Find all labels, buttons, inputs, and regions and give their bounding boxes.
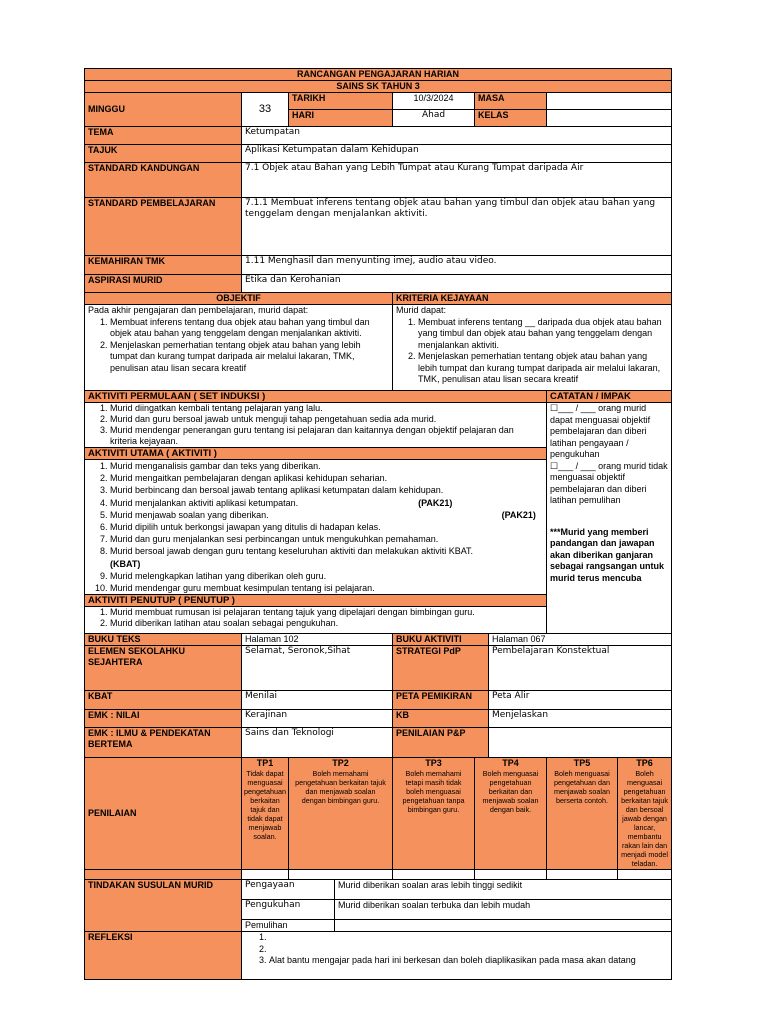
kemahiran-tmk-value: 1.11 Menghasil dan menyunting imej, audio atau video.: [242, 256, 672, 275]
emk-nilai-label: EMK : NILAI: [85, 710, 242, 728]
tp3-cell: [393, 758, 475, 870]
refleksi-label: REFLEKSI: [85, 932, 242, 980]
elemen-sekolahku-label: ELEMEN SEKOLAHKU SEJAHTERA: [85, 646, 242, 691]
penutup-item: 2. Murid diberikan latihan atau soalan sebagai pengukuhan.: [110, 618, 543, 629]
buku-aktiviti-label: BUKU AKTIVITI: [393, 634, 489, 646]
pemulihan-desc: [335, 920, 672, 932]
kriteria-content: [393, 305, 672, 391]
tp4-heading: TP4: [502, 758, 519, 769]
emk-ilmu-label: EMK : ILMU & PENDEKATAN BERTEMA: [85, 728, 242, 758]
peta-pemikiran-label: PETA PEMIKIRAN: [393, 691, 489, 710]
aspirasi-murid-value: Etika dan Kerohanian: [242, 275, 672, 293]
utama-item: [110, 497, 543, 509]
strategi-pdp-value: Pembelajaran Konstektual: [489, 646, 672, 691]
tp2-check[interactable]: [289, 870, 393, 880]
penilaian-label: PENILAIAN: [85, 758, 242, 870]
kelas-label: KELAS: [475, 110, 547, 127]
kbat-value: Menilai: [242, 691, 393, 710]
utama-item: 1. Murid menganalisis gambar dan teks yang diberikan.: [110, 460, 543, 472]
strategi-pdp-label: STRATEGI PdP: [393, 646, 489, 691]
objektif-label: OBJEKTIF: [85, 293, 393, 305]
kb-value: Menjelaskan: [489, 710, 672, 728]
utama-item-text: Murid menjalankan aktiviti aplikasi ketumpatan.: [110, 497, 299, 508]
buku-teks-value: Halaman 102: [242, 634, 393, 646]
objektif-intro: Pada akhir pengajaran dan pembelajaran, murid dapat:: [88, 305, 309, 315]
tajuk-label: TAJUK: [85, 145, 242, 163]
tp2-heading: TP2: [332, 758, 349, 769]
aspirasi-murid-label: ASPIRASI MURID: [85, 275, 242, 293]
aktiviti-penutup-label: AKTIVITI PENUTUP ( PENUTUP ): [85, 594, 546, 607]
tp1-heading: TP1: [256, 758, 274, 769]
catatan-p2: ☐___ / ___ orang murid tidak menguasai objektif pembelajaran dan diberi latihan pemulihan: [550, 460, 668, 505]
tp2-cell: [289, 758, 393, 870]
refleksi-content: [242, 932, 672, 980]
utama-item: 6. Murid dipilih untuk berkongsi jawapan yang ditulis di hadapan kelas.: [110, 521, 543, 533]
refleksi-item: [269, 932, 668, 944]
minggu-label: MINGGU: [85, 93, 242, 127]
buku-aktiviti-value: Halaman 067: [489, 634, 672, 646]
tp6-heading: TP6: [636, 758, 653, 769]
refleksi-item: [269, 944, 668, 956]
pengayaan-desc: Murid diberikan soalan aras lebih tinggi sedikit: [335, 880, 672, 900]
tp3-description: Boleh memahami tetapi masih tidak boleh menguasai pengetahuan tanpa bimbingan guru.: [402, 769, 465, 815]
emk-ilmu-value: Sains dan Teknologi: [242, 728, 393, 758]
tema-label: TEMA: [85, 127, 242, 145]
catatan-label: CATATAN / IMPAK: [547, 391, 671, 403]
tp5-check[interactable]: [547, 870, 618, 880]
aktiviti-permulaan-label: AKTIVITI PERMULAAN ( SET INDUKSI ): [85, 391, 546, 403]
tarikh-value: 10/3/2024: [393, 93, 475, 110]
elemen-sekolahku-value: Selamat, Seronok,Sihat: [242, 646, 393, 691]
rph-subtitle: SAINS SK TAHUN 3: [85, 81, 672, 93]
tp5-description: Boleh menguasai pengetahuan dan menjawab soalan berserta contoh.: [554, 769, 610, 806]
rph-table: [84, 68, 672, 980]
tarikh-label: TARIKH: [289, 93, 393, 110]
objektif-item: 2. Menjelaskan pemerhatian tentang objek atau bahan yang lebih tumpat dan kurang tumpat daripada air melalui lakaran, TMK, penulisan atau lisan secara kreatif: [110, 340, 389, 375]
utama-item: 9. Murid melengkapkan latihan yang diberikan oleh guru.: [110, 570, 543, 582]
hari-label: HARI: [289, 110, 393, 127]
tp5-heading: TP5: [573, 758, 591, 769]
permulaan-item: 1. Murid diingatkan kembali tentang pelajaran yang lalu.: [110, 403, 543, 414]
pengayaan-label: Pengayaan: [242, 880, 335, 900]
standard-pembelajaran-label: STANDARD PEMBELAJARAN: [85, 198, 242, 256]
catatan-p1: ☐___ / ___ orang murid dapat menguasai objektif pembelajaran dan diberi latihan pengayaan / pengukuhan: [550, 403, 651, 459]
utama-item: 3. Murid berbincang dan bersoal jawab tentang aplikasi ketumpatan dalam kehidupan.: [110, 484, 543, 496]
utama-item: 2. Murid mengaitkan pembelajaran dengan aplikasi kehidupan seharian.: [110, 472, 543, 484]
kbat-tag: (KBAT): [110, 558, 141, 569]
peta-pemikiran-value: Peta Alir: [489, 691, 672, 710]
buku-teks-label: BUKU TEKS: [85, 634, 242, 646]
objektif-item: 1. Membuat inferens tentang dua objek atau bahan yang timbul dan objek atau bahan yang tenggelam dengan menjalankan aktiviti.: [110, 317, 389, 340]
tp4-check[interactable]: [475, 870, 547, 880]
hari-value: Ahad: [393, 110, 475, 127]
tp2-description: Boleh memahami pengetahuan berkaitan tajuk dan menjawab soalan dengan bimbingan guru.: [295, 769, 386, 806]
standard-pembelajaran-value: 7.1.1 Membuat inferens tentang objek atau bahan yang timbul dan objek atau bahan yang tenggelam dengan menjalankan aktiviti.: [242, 198, 672, 256]
catatan-section: [547, 391, 672, 634]
aktiviti-utama-label: AKTIVITI UTAMA ( AKTIVITI ): [85, 447, 546, 460]
kb-label: KB: [393, 710, 489, 728]
tajuk-value: Aplikasi Ketumpatan dalam Kehidupan: [242, 145, 672, 163]
kelas-value: [547, 110, 672, 127]
tp6-cell: [618, 758, 672, 870]
aktiviti-section: [85, 391, 547, 634]
tp4-description: Boleh menguasai pengetahuan berkaitan dan menjawab soalan dengan baik.: [482, 769, 539, 815]
masa-label: MASA: [475, 93, 547, 110]
kbat-label: KBAT: [85, 691, 242, 710]
tp1-description: Tidak dapat menguasai pengetahuan berkaitan tajuk dan tidak dapat menjawab soalan.: [244, 769, 286, 842]
kriteria-item: 1. Membuat inferens tentang __ daripada dua objek atau bahan yang timbul dan objek atau bahan yang tenggelam dengan menjalankan aktiviti.: [418, 317, 668, 352]
tp4-cell: [475, 758, 547, 870]
tp1-check[interactable]: [242, 870, 289, 880]
pemulihan-label: Pemulihan: [242, 920, 335, 932]
standard-kandungan-value: 7.1 Objek atau Bahan yang Lebih Tumpat atau Kurang Tumpat daripada Air: [242, 163, 672, 198]
utama-item: [110, 545, 543, 569]
tema-value: Ketumpatan: [242, 127, 672, 145]
pak21-tag: (PAK21): [501, 509, 536, 520]
tp6-description: Boleh menguasai pengetahuan berkaitan tajuk dan bersoal jawab dengan lancar, membantu rakan lain dan menjadi model teladan.: [621, 769, 668, 869]
penilaian-pp-label: PENILAIAN P&P: [393, 728, 489, 758]
spacer-label: [85, 870, 242, 880]
tp3-check[interactable]: [393, 870, 475, 880]
kriteria-item: 2. Menjelaskan pemerhatian tentang objek atau bahan yang lebih tumpat dan kurang tumpat daripada air melalui lakaran, TMK, penulisan atau lisan secara kreatif: [418, 351, 668, 386]
penutup-item: 1. Murid membuat rumusan isi pelajaran tentang tajuk yang dipelajari dengan bimbingan guru.: [110, 607, 543, 618]
utama-item-text: Murid menjawab soalan yang diberikan.: [110, 509, 269, 520]
pak21-tag: (PAK21): [418, 497, 453, 508]
kriteria-intro: Murid dapat:: [396, 305, 447, 315]
utama-item: [110, 509, 543, 521]
standard-kandungan-label: STANDARD KANDUNGAN: [85, 163, 242, 198]
tp5-cell: [547, 758, 618, 870]
tp3-heading: TP3: [425, 758, 442, 769]
utama-item: 7. Murid dan guru menjalankan sesi perbincangan untuk mengukuhkan pemahaman.: [110, 533, 543, 545]
permulaan-item: 3. Murid mendengar penerangan guru tentang isi pelajaran dan kaitannya dengan objektif pelajaran dan kriteria kejayaan.: [110, 425, 543, 447]
pengukuhan-desc: Murid diberikan soalan terbuka dan lebih mudah: [335, 900, 672, 920]
emk-nilai-value: Kerajinan: [242, 710, 393, 728]
utama-item-text: Murid bersoal jawab dengan guru tentang keseluruhan aktiviti dan melakukan aktiviti KBAT.: [110, 546, 474, 557]
tp1-cell: [242, 758, 289, 870]
penilaian-pp-value: [489, 728, 672, 758]
objektif-content: [85, 305, 393, 391]
kriteria-label: KRITERIA KEJAYAAN: [393, 293, 672, 305]
permulaan-item: 2. Murid dan guru bersoal jawab untuk menguji tahap pengetahuan sedia ada murid.: [110, 414, 543, 425]
minggu-value: 33: [242, 93, 289, 127]
rph-title: RANCANGAN PENGAJARAN HARIAN: [85, 69, 672, 81]
kemahiran-tmk-label: KEMAHIRAN TMK: [85, 256, 242, 275]
catatan-p3: ***Murid yang memberi pandangan dan jawapan akan diberikan ganjaran sebagai rangsangan untuk murid terus mencuba: [550, 526, 665, 583]
tp6-check[interactable]: [618, 870, 672, 880]
tindakan-susulan-label: TINDAKAN SUSULAN MURID: [85, 880, 242, 932]
utama-item: 10. Murid mendengar guru membuat kesimpulan tentang isi pelajaran.: [110, 582, 543, 594]
refleksi-item: 3. Alat bantu mengajar pada hari ini berkesan dan boleh diaplikasikan pada masa akan datang: [269, 955, 668, 967]
masa-value: [547, 93, 672, 110]
pengukuhan-label: Pengukuhan: [242, 900, 335, 920]
